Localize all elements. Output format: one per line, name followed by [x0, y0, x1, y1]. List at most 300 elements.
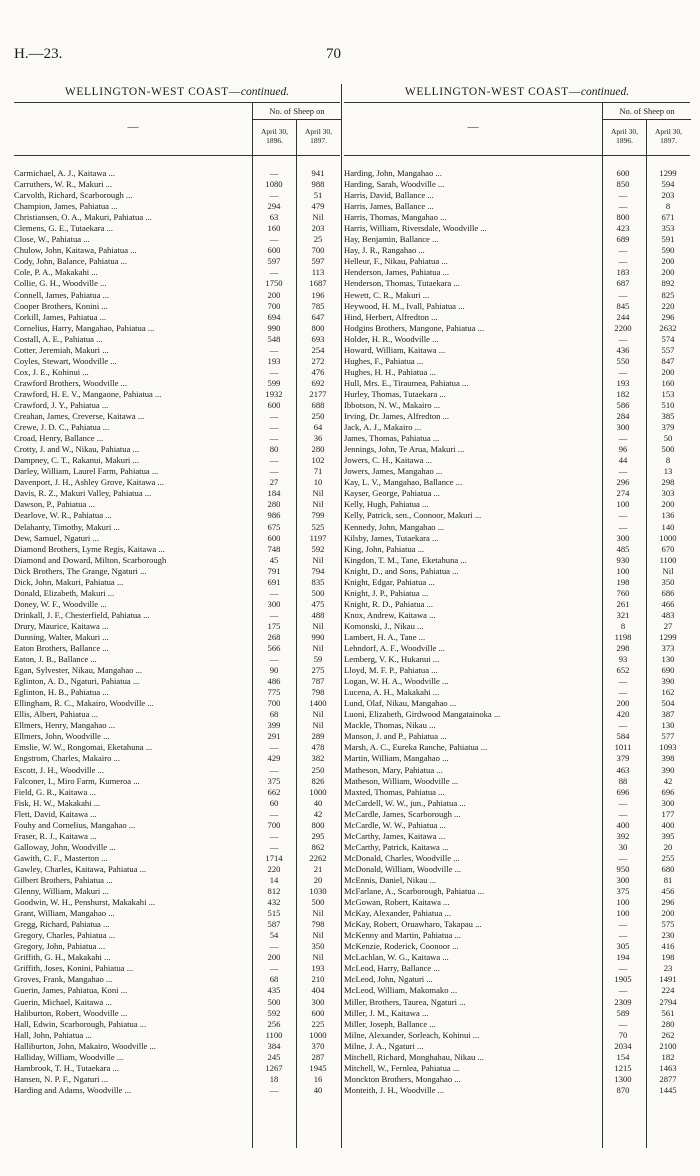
sheep-1896: 100: [616, 908, 630, 919]
sheep-1897: 196: [311, 289, 325, 300]
table-row: [14, 544, 340, 555]
owner-name: Carvolth, Richard, Scarborough ...: [14, 190, 133, 201]
sheep-1897: 203: [661, 190, 675, 201]
sheep-1897: 941: [311, 168, 325, 178]
sheep-1897: 693: [311, 333, 325, 344]
sheep-1896: 392: [616, 830, 630, 841]
sheep-1897: Nil: [312, 720, 324, 731]
owner-name: Knight, Edgar, Pahiatua ...: [344, 576, 435, 587]
sheep-1896: 261: [616, 598, 630, 609]
owner-name: Gregory, John, Pahiatua ...: [14, 941, 106, 952]
owner-name: Davis, R. Z., Makuri Valley, Pahiatua ...: [14, 488, 152, 499]
sheep-1896: 990: [267, 322, 281, 333]
sheep-1896: —: [618, 201, 628, 212]
sheep-1897: 488: [311, 609, 325, 620]
table-row: [344, 422, 690, 433]
table-row: [14, 632, 340, 643]
sheep-1897: Nil: [312, 488, 324, 499]
owner-name: Henderson, James, Pahiatua ...: [344, 267, 450, 278]
table-row: [344, 466, 690, 477]
owner-name: Engstrom, Charles, Makairo ...: [14, 753, 120, 764]
owner-name: McCardle, W. W., Pahiatua ...: [344, 819, 446, 830]
sheep-1897: Nil: [312, 930, 324, 941]
sheep-1896: 429: [267, 753, 281, 764]
owner-name: Crewe, J. D. C., Pahiatua ...: [14, 422, 110, 433]
sheep-1896: —: [269, 411, 279, 422]
sheep-1896: 694: [267, 311, 281, 322]
sheep-1896: 375: [616, 886, 630, 897]
owner-name: Harris, James, Ballance ...: [344, 201, 434, 212]
table-row: [344, 753, 690, 764]
table-row: [14, 787, 340, 798]
owner-name: Jowers, James, Mangahao ...: [344, 466, 443, 477]
sheep-1897: 59: [313, 654, 323, 665]
table-row: [14, 798, 340, 809]
sheep-1896: 1100: [265, 1029, 283, 1040]
sheep-1896: 300: [616, 532, 630, 543]
table-row: [344, 831, 690, 842]
sheep-1897: 40: [313, 797, 323, 808]
sheep-1896: 1300: [614, 1073, 632, 1084]
sheep-1897: 680: [661, 863, 675, 874]
owner-name: Goodwin, W. H., Penshurst, Makakahi ...: [14, 897, 156, 908]
table-row: [14, 930, 340, 941]
table-row: [14, 533, 340, 544]
owner-name: Guerin, James, Pahiatua, Koni ...: [14, 985, 128, 996]
sheep-1896: —: [269, 190, 279, 201]
sheep-1896: —: [618, 245, 628, 256]
sheep-1897: 590: [661, 245, 675, 256]
table-row: [14, 886, 340, 897]
table-row: [14, 963, 340, 974]
table-row: [14, 301, 340, 312]
owner-name: Carmichael, A. J., Kaitawa ...: [14, 168, 115, 178]
sheep-1897: 296: [661, 897, 675, 908]
owner-name: Glenny, William, Makuri ...: [14, 886, 109, 897]
sheep-1896: 291: [267, 731, 281, 742]
sheep-1896: 193: [616, 377, 630, 388]
owner-name: Eglinton, H. B., Pahiatua ...: [14, 687, 109, 698]
table-row: [344, 610, 690, 621]
sheep-1896: 2200: [614, 322, 632, 333]
sheep-1896: 700: [267, 819, 281, 830]
owner-name: Dampney, C. T., Rakanui, Makuri ...: [14, 455, 139, 466]
sheep-1897: 210: [311, 974, 325, 985]
owner-name: Carruthers, W. R., Makuri ...: [14, 179, 113, 190]
owner-name: Collie, G. H., Woodville ...: [14, 278, 107, 289]
sheep-1897: 102: [311, 455, 325, 466]
table-row: [344, 267, 690, 278]
owner-name: Mitchell, W., Fernlea, Pahiatua ...: [344, 1062, 460, 1073]
owner-name: Croad, Henry, Ballance ...: [14, 433, 104, 444]
owner-name: Maxted, Thomas, Pahiatua ...: [344, 786, 445, 797]
sheep-1897: 13: [663, 466, 673, 477]
table-row: [344, 577, 690, 588]
table-row: [344, 312, 690, 323]
sheep-1897: 113: [311, 267, 325, 278]
sheep-1897: 1000: [659, 532, 677, 543]
sheep-1896: 1714: [265, 852, 283, 863]
owner-name: Crotty, J. and W., Nikau, Pahiatua ...: [14, 444, 139, 455]
sheep-1897: 64: [313, 422, 323, 433]
table-row: [344, 720, 690, 731]
owner-name: Kayser, George, Pahiatua ...: [344, 488, 440, 499]
sheep-1897: 379: [661, 422, 675, 433]
table-row: [344, 853, 690, 864]
year-1896-header: April 30, 1896.: [252, 120, 296, 155]
table-row: [344, 864, 690, 875]
table-row: [344, 334, 690, 345]
sheep-1897: 203: [311, 223, 325, 234]
sheep-1896: 850: [616, 179, 630, 190]
table-row: [344, 632, 690, 643]
table-row: [14, 488, 340, 499]
sheep-1896: —: [269, 466, 279, 477]
sheep-1896: 566: [267, 643, 281, 654]
owner-name: Falconer, I., Miro Farm, Kumeroa ...: [14, 775, 140, 786]
owner-name: Flett, David, Kaitawa ...: [14, 808, 97, 819]
sheep-1896: 791: [267, 565, 281, 576]
owner-name: Gilbert Brothers, Pahiatua ...: [14, 875, 113, 885]
sheep-1896: 305: [616, 941, 630, 952]
sheep-1897: 1093: [659, 742, 677, 753]
sheep-1897: Nil: [312, 499, 324, 510]
owner-name: Ellmers, Henry, Mangahao ...: [14, 720, 116, 731]
table-row: [14, 687, 340, 698]
sheep-1896: 193: [267, 355, 281, 366]
owner-name: Harding, John, Mangahao ...: [344, 168, 442, 178]
sheep-1897: 262: [661, 1029, 675, 1040]
sheep-1896: 14: [269, 875, 279, 885]
table-row: [344, 930, 690, 941]
sheep-1896: 300: [616, 875, 630, 885]
sheep-1896: 154: [616, 1051, 630, 1062]
sheep-1896: 2309: [614, 996, 632, 1007]
sheep-1896: 244: [616, 311, 630, 322]
owner-name: Mitchell, Richard, Monghahau, Nikau ...: [344, 1051, 484, 1062]
owner-name: Heywood, H. M., Ivall, Pahiatua ...: [344, 300, 465, 311]
owner-name: Doney, W. F., Woodville ...: [14, 598, 107, 609]
sheep-1897: 825: [661, 289, 675, 300]
sheep-1897: 295: [311, 830, 325, 841]
sheep-1897: 2632: [659, 322, 677, 333]
owner-name: Crawford, J. Y., Pahiatua ...: [14, 399, 109, 410]
table-row: [344, 1030, 690, 1041]
sheep-1896: 1267: [265, 1062, 283, 1073]
sheep-1897: 130: [661, 654, 675, 665]
owner-name: Ellis, Albert, Pahiatua ...: [14, 709, 99, 720]
owner-name: Halliday, William, Woodville ...: [14, 1051, 124, 1062]
sheep-1897: 71: [313, 466, 323, 477]
owner-name: Connell, James, Pahiatua ...: [14, 289, 109, 300]
sheep-1897: 300: [661, 797, 675, 808]
sheep-1896: 268: [267, 631, 281, 642]
sheep-1897: 479: [311, 201, 325, 212]
sheep-1896: 423: [616, 223, 630, 234]
sheep-1896: 1011: [614, 742, 632, 753]
sheep-1896: —: [618, 930, 628, 941]
sheep-1897: 42: [663, 775, 673, 786]
table-row: [14, 776, 340, 787]
sheep-1897: 510: [661, 399, 675, 410]
sheep-1897: 81: [663, 875, 673, 885]
sheep-1896: —: [269, 609, 279, 620]
sheep-1896: 485: [616, 543, 630, 554]
sheep-1896: 220: [267, 863, 281, 874]
table-row: [344, 974, 690, 985]
sheep-1896: 30: [618, 841, 628, 852]
sheep-1896: 689: [616, 234, 630, 245]
table-row: [344, 787, 690, 798]
table-row: [14, 455, 340, 466]
table-row: [344, 941, 690, 952]
owner-name: Fraser, R. J., Kaitawa ...: [14, 830, 97, 841]
sheep-1896: 200: [267, 289, 281, 300]
table-row: [344, 676, 690, 687]
owner-name: Dunning, Walter, Makuri ...: [14, 631, 109, 642]
sheep-1897: 990: [311, 631, 325, 642]
sheep-1897: 476: [311, 366, 325, 377]
table-row: [14, 256, 340, 267]
sheep-1896: —: [618, 366, 628, 377]
owner-name: Kay, L. V., Mangahao, Ballance ...: [344, 477, 463, 488]
sheep-1897: 1030: [309, 886, 327, 897]
sheep-1897: 250: [311, 411, 325, 422]
sheep-1896: 400: [616, 819, 630, 830]
owner-name: Miller, J. M., Kaitawa ...: [344, 1007, 429, 1018]
table-row: [344, 997, 690, 1008]
sheep-1897: 696: [661, 786, 675, 797]
sheep-1897: Nil: [312, 643, 324, 654]
table-row: [344, 842, 690, 853]
sheep-1897: 826: [311, 775, 325, 786]
sheep-1897: 296: [661, 311, 675, 322]
table-row: [14, 290, 340, 301]
sheep-1896: 198: [616, 576, 630, 587]
sheep-1896: —: [269, 433, 279, 444]
sheep-1896: 184: [267, 488, 281, 499]
owner-name: Haliburton, Robert, Woodville ...: [14, 1007, 128, 1018]
table-row: [344, 709, 690, 720]
table-row: [14, 234, 340, 245]
sheep-1896: 687: [616, 278, 630, 289]
owner-name: Donald, Elizabeth, Makuri ...: [14, 587, 115, 598]
table-row: [14, 974, 340, 985]
table-row: [14, 433, 340, 444]
table-row: [344, 455, 690, 466]
sheep-1897: 700: [311, 245, 325, 256]
sheep-1896: 584: [616, 731, 630, 742]
year-1897-header: April 30, 1897.: [296, 120, 340, 155]
sheep-1896: 200: [267, 952, 281, 963]
sheep-1897: 1687: [309, 278, 327, 289]
sheep-1897: Nil: [662, 565, 674, 576]
table-row: [344, 190, 690, 201]
page-number: 70: [326, 46, 341, 62]
sheep-1896: 950: [616, 863, 630, 874]
table-row: [14, 1041, 340, 1052]
sheep-1897: 1463: [659, 1062, 677, 1073]
sheep-1896: —: [269, 808, 279, 819]
table-row: [14, 555, 340, 566]
sheep-1897: 466: [661, 598, 675, 609]
owner-name: Dick Brothers, The Grange, Ngaturi ...: [14, 565, 147, 576]
owner-name: Hay, J. R., Rangahao ...: [344, 245, 425, 256]
sheep-1896: —: [618, 510, 628, 521]
table-row: [344, 875, 690, 886]
table-row: [344, 1063, 690, 1074]
owner-name: Cox, J. E., Kohinui ...: [14, 366, 89, 377]
sheep-1896: 700: [267, 300, 281, 311]
table-row: [344, 1019, 690, 1030]
sheep-1897: 500: [311, 587, 325, 598]
table-row: [14, 378, 340, 389]
owner-name: Hull, Mrs. E., Tiraumea, Pahiatua ...: [344, 377, 469, 388]
table-row: [344, 223, 690, 234]
table-row: [14, 367, 340, 378]
sheep-1897: 1945: [309, 1062, 327, 1073]
owner-name: Clemens, G. E., Tutaekara ...: [14, 223, 114, 234]
owner-name: McCardle, James, Scarborough ...: [344, 808, 461, 819]
sheep-1896: 586: [616, 399, 630, 410]
sheep-count-header: No. of Sheep on: [252, 103, 341, 120]
owner-name: McCarthy, Patrick, Kaitawa ...: [344, 841, 449, 852]
sheep-1897: 404: [311, 985, 325, 996]
sheep-1896: 54: [269, 930, 279, 941]
column-rule: [296, 150, 297, 1148]
sheep-1896: 463: [616, 764, 630, 775]
table-row: [14, 345, 340, 356]
sheep-1896: 760: [616, 587, 630, 598]
sheep-1896: 8: [620, 620, 626, 631]
table-row: [344, 599, 690, 610]
owner-name: McLeod, William, Makomako ...: [344, 985, 458, 996]
sheep-1896: —: [618, 433, 628, 444]
table-row: [14, 643, 340, 654]
owner-name: McLachlan, W. G., Kaitawa ...: [344, 952, 449, 963]
table-row: [344, 654, 690, 665]
table-row: [344, 731, 690, 742]
sheep-1896: 986: [267, 510, 281, 521]
sheep-1896: 96: [618, 444, 628, 455]
table-row: [14, 908, 340, 919]
table-row: [344, 1052, 690, 1063]
owner-name: Komonski, J., Nikau ...: [344, 620, 424, 631]
sheep-1897: 500: [661, 444, 675, 455]
owner-name: Hewett, C. R., Makuri ...: [344, 289, 430, 300]
table-row: [14, 1052, 340, 1063]
sheep-1897: 395: [661, 830, 675, 841]
owner-name: Hughes, H. H., Pahiatua ...: [344, 366, 436, 377]
sheep-1897: 298: [661, 477, 675, 488]
sheep-1897: 525: [311, 521, 325, 532]
sheep-1897: 40: [313, 1084, 323, 1095]
table-row: [14, 831, 340, 842]
table-row: [344, 952, 690, 963]
table-row: [344, 433, 690, 444]
sheep-1897: 561: [661, 1007, 675, 1018]
sheep-1897: 794: [311, 565, 325, 576]
owner-name: Ellmers, John, Woodville ...: [14, 731, 110, 742]
sheep-1896: 45: [269, 554, 279, 565]
owner-name: Cotter, Jeremiah, Makuri ...: [14, 344, 109, 355]
table-row: [14, 588, 340, 599]
sheep-1896: 298: [616, 643, 630, 654]
sheep-1896: 274: [616, 488, 630, 499]
sheep-1897: 1491: [659, 974, 677, 985]
year-1896-header: April 30, 1896.: [602, 120, 646, 155]
table-row: [344, 168, 690, 179]
sheep-1897: 892: [661, 278, 675, 289]
owner-name: Hurley, Thomas, Tutaekara ...: [344, 388, 446, 399]
sheep-1897: 1299: [659, 631, 677, 642]
owner-name: McFarlane, A., Scarborough, Pahiatua ...: [344, 886, 485, 897]
sheep-1896: 1080: [265, 179, 283, 190]
sheep-1897: 280: [311, 444, 325, 455]
owner-name: McKay, Robert, Oruawharo, Takapau ...: [344, 919, 482, 930]
sheep-1897: 130: [661, 720, 675, 731]
sheep-1897: 577: [661, 731, 675, 742]
sheep-1896: 300: [267, 598, 281, 609]
sheep-1897: 382: [311, 753, 325, 764]
name-column-header: —: [467, 121, 479, 133]
sheep-1897: 988: [311, 179, 325, 190]
sheep-1896: 486: [267, 676, 281, 687]
table-row: [344, 345, 690, 356]
sheep-1896: 160: [267, 223, 281, 234]
table-row: [14, 411, 340, 422]
sheep-1896: 515: [267, 908, 281, 919]
sheep-1896: 600: [616, 168, 630, 178]
sheep-1896: 175: [267, 620, 281, 631]
sheep-1896: 599: [267, 377, 281, 388]
table-row: [344, 201, 690, 212]
table-row: [14, 709, 340, 720]
owner-name: Jack, A. J., Makairo ...: [344, 422, 422, 433]
owner-name: Galloway, John, Woodville ...: [14, 841, 116, 852]
owner-name: Groves, Frank, Mangahao ...: [14, 974, 113, 985]
owner-name: Knight, R. D., Pahiatua ...: [344, 598, 434, 609]
sheep-1896: 550: [616, 355, 630, 366]
sheep-1896: 80: [269, 444, 279, 455]
owner-name: Gregg, Richard, Pahiatua ...: [14, 919, 110, 930]
owner-name: Lehndorf, A. F., Woodville ...: [344, 643, 445, 654]
table-row: [14, 499, 340, 510]
sheep-1897: 2877: [659, 1073, 677, 1084]
table-row: [344, 809, 690, 820]
table-row: [344, 820, 690, 831]
sheep-1897: 800: [311, 819, 325, 830]
table-row: [344, 290, 690, 301]
owner-name: Luoni, Elizabeth, Girdwood Mangatainoka ...: [344, 709, 501, 720]
name-column-header: —: [127, 121, 139, 133]
sheep-1897: 594: [661, 179, 675, 190]
owner-name: Kilsby, James, Tutaekara ...: [344, 532, 439, 543]
sheep-1896: 183: [616, 267, 630, 278]
table-row: [14, 1074, 340, 1085]
sheep-1897: 16: [313, 1073, 323, 1084]
table-row: [14, 1063, 340, 1074]
sheep-1897: 798: [311, 919, 325, 930]
owner-name: Fisk, H. W., Makakahi ...: [14, 797, 101, 808]
owner-name: Dawson, P., Pahiatua ...: [14, 499, 95, 510]
sheep-1897: 255: [661, 852, 675, 863]
table-row: [14, 477, 340, 488]
owner-name: Harding, Sarah, Woodville ...: [344, 179, 445, 190]
table-row: [14, 400, 340, 411]
table-row: [344, 212, 690, 223]
owner-name: McKenny and Martin, Pahiatua ...: [344, 930, 461, 941]
